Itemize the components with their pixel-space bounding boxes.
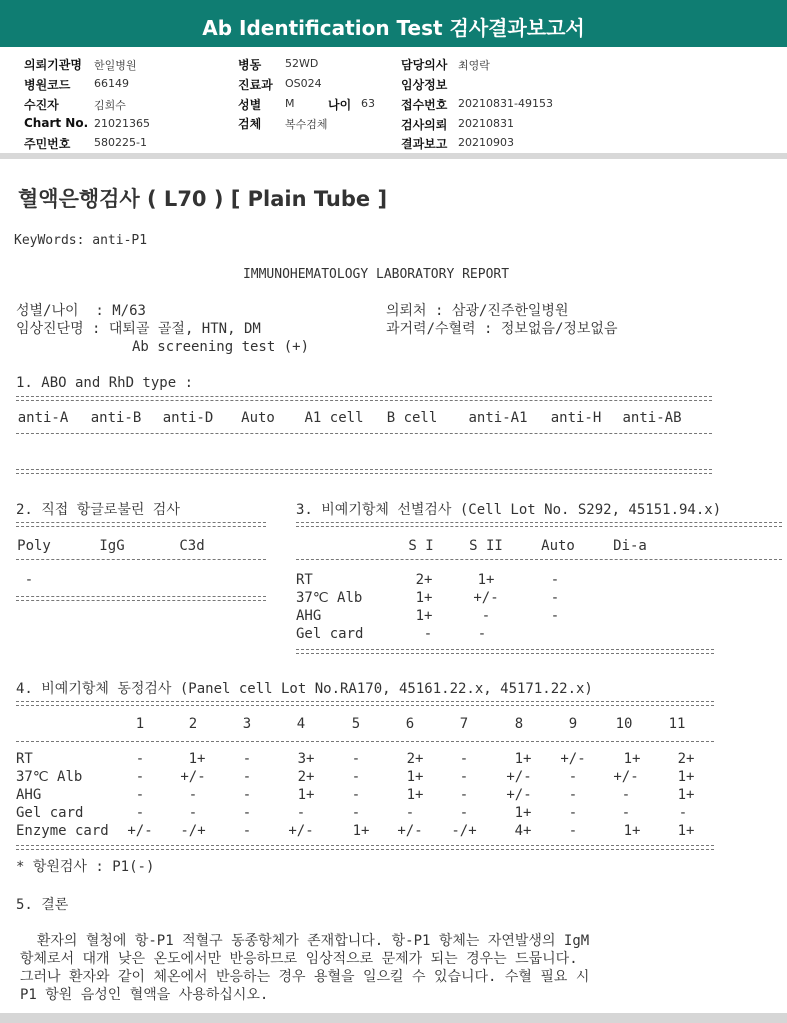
screening-note: Ab screening test (+): [132, 339, 310, 355]
panel-cell: 1+: [677, 787, 695, 803]
report-header: [0, 0, 787, 47]
lab-report-title: IMMUNOHEMATOLOGY LABORATORY REPORT: [242, 267, 510, 282]
panel-cell: -: [351, 769, 361, 785]
double-rule: [16, 469, 712, 471]
info-value: 63: [361, 97, 375, 110]
double-rule: [16, 705, 714, 707]
abo-header: anti-B: [90, 410, 142, 426]
panel-header: 7: [459, 716, 469, 732]
panel-row-label: RT: [16, 751, 33, 767]
abo-header: anti-A1: [468, 410, 528, 426]
panel-row-label: Gel card: [16, 805, 84, 821]
single-rule: [16, 741, 714, 743]
panel-cell: +/-: [180, 769, 206, 785]
info-value: OS024: [285, 77, 322, 90]
panel-cell: 1+: [406, 787, 424, 803]
screening-cell: 1+: [415, 590, 433, 606]
abo-header: anti-A: [17, 410, 69, 426]
panel-cell: 4+: [514, 823, 532, 839]
info-label: 병원코드: [24, 78, 71, 92]
panel-cell: +/-: [127, 823, 153, 839]
panel-cell: -: [351, 805, 361, 821]
double-rule: [296, 526, 782, 528]
screening-row-label: RT: [296, 572, 313, 588]
panel-row-label: AHG: [16, 787, 42, 803]
double-rule: [16, 845, 714, 847]
panel-cell: +/-: [397, 823, 423, 839]
panel-header: 11: [668, 716, 686, 732]
panel-header: 9: [568, 716, 578, 732]
panel-cell: -: [678, 805, 688, 821]
double-rule: [296, 649, 714, 651]
dat-value: -: [24, 572, 34, 588]
keywords: KeyWords: anti-P1: [14, 233, 148, 248]
single-rule: [16, 433, 712, 435]
report-title: 혈액은행검사 ( L70 ) [ Plain Tube ]: [18, 187, 388, 211]
double-rule: [16, 526, 266, 528]
panel-cell: -: [405, 805, 415, 821]
screening-cell: 1+: [477, 572, 495, 588]
info-label: Chart No.: [24, 116, 89, 130]
panel-cell: 2+: [677, 751, 695, 767]
info-value: 21021365: [94, 117, 150, 130]
info-value: 20210831-49153: [458, 97, 553, 110]
abo-section-title: 1. ABO and RhD type :: [16, 375, 194, 391]
info-label: 결과보고: [401, 137, 448, 151]
conclusion-title: 5. 결론: [16, 897, 69, 913]
info-label: 성별: [238, 98, 262, 112]
panel-section-title: 4. 비예기항체 동정검사 (Panel cell Lot No.RA170, 45161.22.x, 45171.22.x): [16, 681, 593, 697]
panel-cell: -: [351, 787, 361, 803]
single-rule: [296, 559, 782, 561]
info-label: 나이: [328, 98, 352, 112]
panel-cell: -: [135, 805, 145, 821]
panel-header: 3: [242, 716, 252, 732]
panel-cell: 1+: [623, 751, 641, 767]
double-rule: [16, 701, 714, 703]
info-value: 최영락: [458, 59, 490, 72]
conclusion-line: 항체로서 대개 낮은 온도에서만 반응하므로 임상적으로 문제가 되는 경우는 드뭅니다.: [20, 951, 578, 967]
info-value: M: [285, 97, 295, 110]
double-rule: [16, 473, 712, 475]
panel-cell: +/-: [506, 787, 532, 803]
panel-cell: +/-: [560, 751, 586, 767]
panel-row-label: 37℃ Alb: [16, 769, 83, 785]
abo-header: Auto: [241, 410, 275, 426]
info-value: 김희수: [94, 99, 126, 112]
info-label: 주민번호: [24, 137, 71, 151]
info-value: 580225-1: [94, 136, 147, 149]
panel-cell: 3+: [297, 751, 315, 767]
panel-cell: -: [135, 787, 145, 803]
panel-header: 8: [514, 716, 524, 732]
antigen-test: * 항원검사 : P1(-): [16, 859, 155, 875]
panel-cell: -: [568, 823, 578, 839]
report-header-title: Ab Identification Test 검사결과보고서: [202, 16, 585, 40]
panel-cell: -: [459, 769, 469, 785]
patient-info-panel: [0, 47, 787, 153]
abo-header: A1 cell: [304, 410, 364, 426]
panel-cell: -: [242, 805, 252, 821]
conclusion-line: P1 항원 음성인 혈액을 사용하십시오.: [20, 987, 269, 1003]
requesting-hospital: 의뢰처 : 삼광/진주한일병원: [386, 303, 569, 319]
screening-row-label: Gel card: [296, 626, 364, 642]
dat-section-title: 2. 직접 항글로불린 검사: [16, 502, 180, 518]
double-rule: [16, 400, 712, 402]
double-rule: [296, 522, 782, 524]
panel-cell: -: [242, 823, 252, 839]
report-body: [0, 159, 787, 1013]
panel-cell: -: [242, 769, 252, 785]
screening-header: S II: [469, 538, 503, 554]
info-value: 20210831: [458, 117, 514, 130]
info-label: 임상정보: [401, 78, 448, 92]
panel-header: 1: [135, 716, 145, 732]
conclusion-line: 그러나 환자와 같이 체온에서 반응하는 경우 용혈을 일으킬 수 있습니다. 수혈 필요 시: [20, 969, 590, 985]
panel-cell: -: [568, 787, 578, 803]
dat-header: C3d: [179, 538, 205, 554]
screening-row-label: 37℃ Alb: [296, 590, 363, 606]
abo-header: B cell: [386, 410, 438, 426]
dat-header: Poly: [17, 538, 51, 554]
panel-cell: -: [459, 751, 469, 767]
panel-cell: -: [568, 805, 578, 821]
screening-header: Di-a: [613, 538, 647, 554]
panel-header: 2: [188, 716, 198, 732]
double-rule: [16, 600, 266, 602]
info-value: 52WD: [285, 57, 319, 70]
panel-cell: 1+: [623, 823, 641, 839]
panel-cell: 1+: [677, 823, 695, 839]
info-label: 수진자: [24, 98, 59, 112]
panel-cell: +/-: [506, 769, 532, 785]
info-value: 복수검체: [285, 118, 328, 131]
panel-cell: 2+: [406, 751, 424, 767]
screening-cell: -: [423, 626, 433, 642]
panel-cell: -: [135, 751, 145, 767]
panel-cell: 1+: [188, 751, 206, 767]
panel-cell: -: [459, 805, 469, 821]
screening-cell: -: [550, 572, 560, 588]
panel-cell: 1+: [406, 769, 424, 785]
panel-cell: -: [188, 805, 198, 821]
panel-cell: -: [242, 787, 252, 803]
panel-cell: 1+: [677, 769, 695, 785]
panel-cell: +/-: [288, 823, 314, 839]
abo-header: anti-AB: [622, 410, 682, 426]
panel-header: 10: [615, 716, 633, 732]
single-rule: [16, 559, 266, 561]
screening-cell: -: [550, 608, 560, 624]
transfusion-history: 과거력/수혈력 : 정보없음/정보없음: [386, 321, 618, 337]
screening-cell: -: [481, 608, 491, 624]
info-label: 의뢰기관명: [24, 58, 82, 72]
panel-cell: -: [242, 751, 252, 767]
panel-cell: 2+: [297, 769, 315, 785]
panel-header: 6: [405, 716, 415, 732]
dat-header: IgG: [99, 538, 125, 554]
screening-row-label: AHG: [296, 608, 322, 624]
double-rule: [16, 522, 266, 524]
panel-header: 4: [296, 716, 306, 732]
abo-header: anti-D: [162, 410, 214, 426]
info-value: 한일병원: [94, 59, 137, 72]
screening-header: S I: [408, 538, 434, 554]
screening-cell: 2+: [415, 572, 433, 588]
info-label: 접수번호: [401, 98, 448, 112]
panel-cell: -: [459, 787, 469, 803]
panel-cell: 1+: [514, 751, 532, 767]
panel-header: 5: [351, 716, 361, 732]
info-label: 진료과: [238, 78, 273, 92]
double-rule: [16, 396, 712, 398]
panel-cell: -: [296, 805, 306, 821]
sex-age: 성별/나이 : M/63: [16, 303, 146, 319]
panel-cell: -: [568, 769, 578, 785]
panel-cell: -: [621, 787, 631, 803]
abo-header: anti-H: [550, 410, 602, 426]
conclusion-line: 환자의 혈청에 항-P1 적혈구 동종항체가 존재합니다. 항-P1 항체는 자연발생의 IgM: [20, 933, 590, 949]
info-value: 66149: [94, 77, 129, 90]
double-rule: [296, 653, 714, 655]
screening-cell: -: [477, 626, 487, 642]
double-rule: [16, 849, 714, 851]
clinical-diagnosis: 임상진단명 : 대퇴골 골절, HTN, DM: [16, 321, 261, 337]
screening-section-title: 3. 비예기항체 선별검사 (Cell Lot No. S292, 45151.94.x): [296, 502, 722, 518]
screening-cell: 1+: [415, 608, 433, 624]
panel-cell: -: [351, 751, 361, 767]
screening-cell: +/-: [473, 590, 499, 606]
panel-cell: -: [188, 787, 198, 803]
double-rule: [16, 596, 266, 598]
panel-cell: 1+: [297, 787, 315, 803]
info-label: 검체: [238, 117, 262, 131]
info-value: 20210903: [458, 136, 514, 149]
panel-cell: -: [135, 769, 145, 785]
panel-cell: -: [621, 805, 631, 821]
panel-row-label: Enzyme card: [16, 823, 109, 839]
info-label: 검사의뢰: [401, 118, 448, 132]
panel-cell: +/-: [613, 769, 639, 785]
panel-cell: -/+: [180, 823, 206, 839]
info-label: 담당의사: [401, 58, 448, 72]
panel-cell: -/+: [451, 823, 477, 839]
panel-cell: 1+: [352, 823, 370, 839]
screening-cell: -: [550, 590, 560, 606]
panel-cell: 1+: [514, 805, 532, 821]
screening-header: Auto: [541, 538, 575, 554]
page-footer-bar: [0, 1013, 787, 1023]
info-label: 병동: [238, 58, 262, 72]
